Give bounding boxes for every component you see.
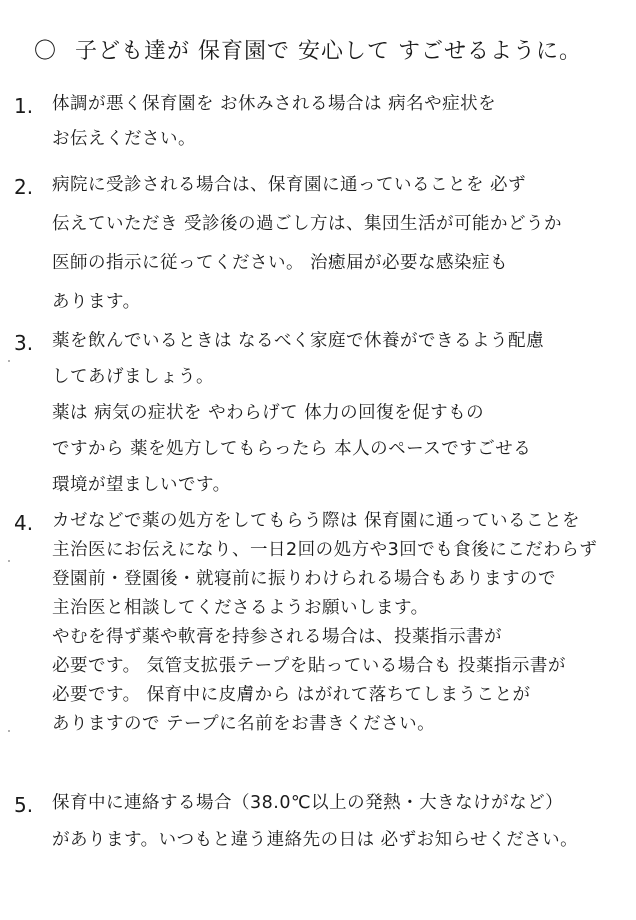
text-line: お伝えください。 — [52, 129, 196, 149]
text-line: 医師の指示に従ってください。 治癒届が必要な感染症も — [52, 253, 509, 273]
scan-speck — [8, 730, 10, 732]
text-line: 必要です。 保育中に皮膚から はがれて落ちてしまうことが — [52, 685, 531, 705]
text-line: してあげましょう。 — [52, 367, 214, 387]
text-line: 主治医にお伝えになり、一日2回の処方や3回でも食後にこだわらず — [52, 540, 598, 560]
text-line: 主治医と相談してくださるようお願いします。 — [52, 598, 429, 618]
text-line: 薬を飲んでいるときは なるべく家庭で休養ができるよう配慮 — [52, 331, 545, 351]
title-text: 子ども達が 保育園で 安心して すごせるように。 — [75, 39, 582, 64]
title-marker: 〇 — [34, 39, 58, 64]
item-number: 4. — [14, 511, 34, 535]
scan-speck — [8, 360, 10, 362]
page-title — [34, 34, 582, 65]
text-line: 薬は 病気の症状を やわらげて 体力の回復を促すもの — [52, 403, 485, 423]
text-line: やむを得ず薬や軟膏を持参される場合は、投薬指示書が — [52, 627, 502, 647]
text-line: 伝えていただき 受診後の過ごし方は、集団生活が可能かどうか — [52, 214, 563, 234]
text-line: あります。 — [52, 292, 141, 312]
text-line: 登園前・登園後・就寝前に振りわけられる場合もありますので — [52, 569, 556, 589]
text-line: 病院に受診される場合は、保育園に通っていることを 必ず — [52, 175, 527, 195]
text-line: 環境が望ましいです。 — [52, 475, 231, 495]
text-line: 必要です。 気管支拡張テープを貼っている場合も 投薬指示書が — [52, 656, 566, 676]
text-line: 保育中に連絡する場合（38.0℃以上の発熱・大きなけがなど） — [52, 793, 564, 813]
item-number: 1. — [14, 94, 34, 118]
scan-speck — [8, 560, 10, 562]
item-number: 5. — [14, 793, 34, 817]
text-line: ありますので テープに名前をお書きください。 — [52, 714, 436, 734]
item-number: 2. — [14, 175, 34, 199]
item-number: 3. — [14, 331, 34, 355]
text-line: があります。いつもと違う連絡先の日は 必ずお知らせください。 — [52, 830, 579, 850]
text-line: ですから 薬を処方してもらったら 本人のペースですごせる — [52, 439, 532, 459]
text-line: 体調が悪く保育園を お休みされる場合は 病名や症状を — [52, 94, 497, 114]
text-line: カゼなどで薬の処方をしてもらう際は 保育園に通っていることを — [52, 511, 581, 531]
